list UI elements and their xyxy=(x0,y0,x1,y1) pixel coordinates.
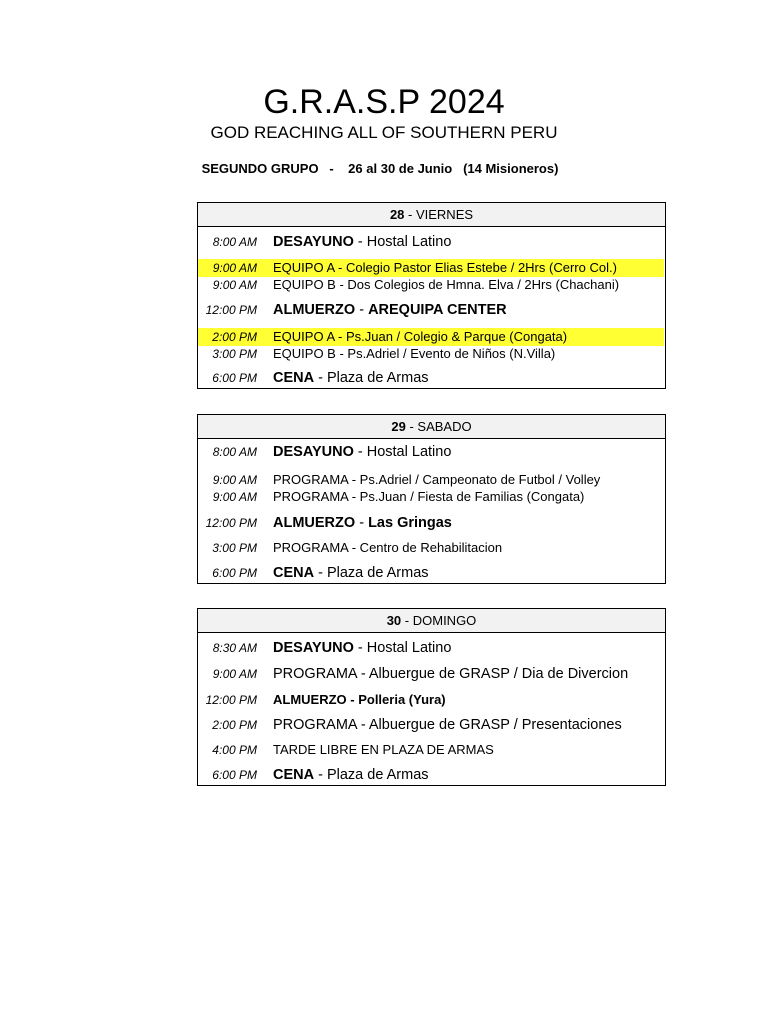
row-rest: - Hostal Latino xyxy=(353,234,452,250)
row-time: 9:00 AM xyxy=(212,473,257,487)
row-bold: ALMUERZO xyxy=(273,302,356,318)
day-name: DOMINGO xyxy=(412,613,477,628)
row-desc: PROGRAMA - Ps.Adriel / Campeonato de Futbol / Volley xyxy=(273,472,601,487)
document-title: G.R.A.S.P 2024 xyxy=(263,83,505,121)
schedule-row xyxy=(198,443,664,461)
schedule-row xyxy=(198,301,664,319)
schedule-row xyxy=(198,328,664,346)
day-block-29 xyxy=(197,414,666,584)
schedule-row xyxy=(198,639,664,657)
row-desc: TARDE LIBRE EN PLAZA DE ARMAS xyxy=(273,742,494,757)
row-bold: DESAYUNO xyxy=(273,444,354,460)
row-desc: EQUIPO A - Colegio Pastor Elias Estebe / 2Hrs (Cerro Col.) xyxy=(273,260,617,275)
row-time: 4:00 PM xyxy=(212,743,257,757)
row-bold: CENA xyxy=(273,565,315,581)
row-desc: ALMUERZO - Polleria (Yura) xyxy=(273,692,446,707)
day-separator: - xyxy=(401,613,413,628)
schedule-row xyxy=(198,665,664,683)
row-bold: ALMUERZO xyxy=(273,515,356,531)
row-desc xyxy=(273,639,451,657)
schedule-row xyxy=(198,539,664,557)
row-rest: - Plaza de Armas xyxy=(314,370,429,386)
row-rest: - Hostal Latino xyxy=(353,640,452,656)
row-desc xyxy=(273,369,429,387)
row-time: 9:00 AM xyxy=(212,667,257,681)
schedule-row xyxy=(198,766,664,784)
day-separator: - xyxy=(405,419,418,434)
row-desc: EQUIPO B - Dos Colegios de Hmna. Elva / 2Hrs (Chachani) xyxy=(273,277,620,292)
day-header xyxy=(198,609,665,633)
schedule-row xyxy=(198,259,664,277)
schedule-row xyxy=(198,345,664,363)
row-time: 8:30 AM xyxy=(212,641,257,655)
schedule-row xyxy=(198,691,664,709)
schedule-row xyxy=(198,471,664,489)
row-desc xyxy=(273,766,429,784)
schedule-row xyxy=(198,276,664,294)
row-time: 6:00 PM xyxy=(212,566,257,580)
row-bold: DESAYUNO xyxy=(273,640,354,656)
row-desc: PROGRAMA - Albuergue de GRASP / Presentaciones xyxy=(273,717,622,733)
row-time: 12:00 PM xyxy=(205,516,257,530)
row-time: 3:00 PM xyxy=(212,347,257,361)
row-rest: - Hostal Latino xyxy=(353,444,452,460)
row-time: 6:00 PM xyxy=(212,371,257,385)
row-rest: - xyxy=(355,515,369,531)
row-desc: PROGRAMA - Albuergue de GRASP / Dia de Divercion xyxy=(273,666,629,682)
schedule-row xyxy=(198,716,664,734)
row-time: 2:00 PM xyxy=(212,330,257,344)
day-number: 28 xyxy=(389,207,405,222)
day-number: 29 xyxy=(391,419,406,434)
row-desc: PROGRAMA - Ps.Juan / Fiesta de Familias (Congata) xyxy=(273,489,585,504)
row-bold: DESAYUNO xyxy=(273,234,354,250)
day-block-30 xyxy=(197,608,666,786)
day-separator: - xyxy=(404,207,416,222)
day-name: VIERNES xyxy=(415,207,474,222)
row-time: 2:00 PM xyxy=(212,718,257,732)
day-number: 30 xyxy=(386,613,402,628)
row-desc xyxy=(273,443,451,461)
row-time: 9:00 AM xyxy=(212,278,257,292)
row-time: 9:00 AM xyxy=(212,261,257,275)
group-info-line: SEGUNDO GRUPO - 26 al 30 de Junio (14 Misioneros) xyxy=(201,161,559,176)
row-time: 3:00 PM xyxy=(212,541,257,555)
schedule-row xyxy=(198,564,664,582)
row-desc xyxy=(273,514,452,532)
row-bold: CENA xyxy=(273,767,315,783)
row-desc: PROGRAMA - Centro de Rehabilitacion xyxy=(273,540,503,555)
schedule-row xyxy=(198,488,664,506)
day-header xyxy=(198,415,665,439)
schedule-row xyxy=(198,369,664,387)
row-desc xyxy=(273,564,429,582)
document-subtitle: GOD REACHING ALL OF SOUTHERN PERU xyxy=(210,123,558,142)
row-rest: - Plaza de Armas xyxy=(314,767,429,783)
row-rest: - xyxy=(355,302,369,318)
day-name: SABADO xyxy=(417,419,472,434)
schedule-row xyxy=(198,741,664,759)
row-time: 12:00 PM xyxy=(205,303,257,317)
row-desc xyxy=(273,301,507,319)
row-bold: CENA xyxy=(273,370,315,386)
row-time: 8:00 AM xyxy=(212,235,257,249)
row-time: 9:00 AM xyxy=(212,490,257,504)
row-desc xyxy=(273,233,451,251)
row-time: 6:00 PM xyxy=(212,768,257,782)
row-time: 12:00 PM xyxy=(205,693,257,707)
row-time: 8:00 AM xyxy=(212,445,257,459)
day-block-28 xyxy=(197,202,666,389)
day-header xyxy=(198,203,665,227)
row-desc: EQUIPO B - Ps.Adriel / Evento de Niños (N.Villa) xyxy=(273,346,556,361)
row-bold-2: AREQUIPA CENTER xyxy=(368,302,507,318)
row-rest: - Plaza de Armas xyxy=(314,565,429,581)
schedule-row xyxy=(198,514,664,532)
schedule-row xyxy=(198,233,664,251)
row-bold-2: Las Gringas xyxy=(368,515,452,531)
row-desc: EQUIPO A - Ps.Juan / Colegio & Parque (Congata) xyxy=(273,329,568,344)
